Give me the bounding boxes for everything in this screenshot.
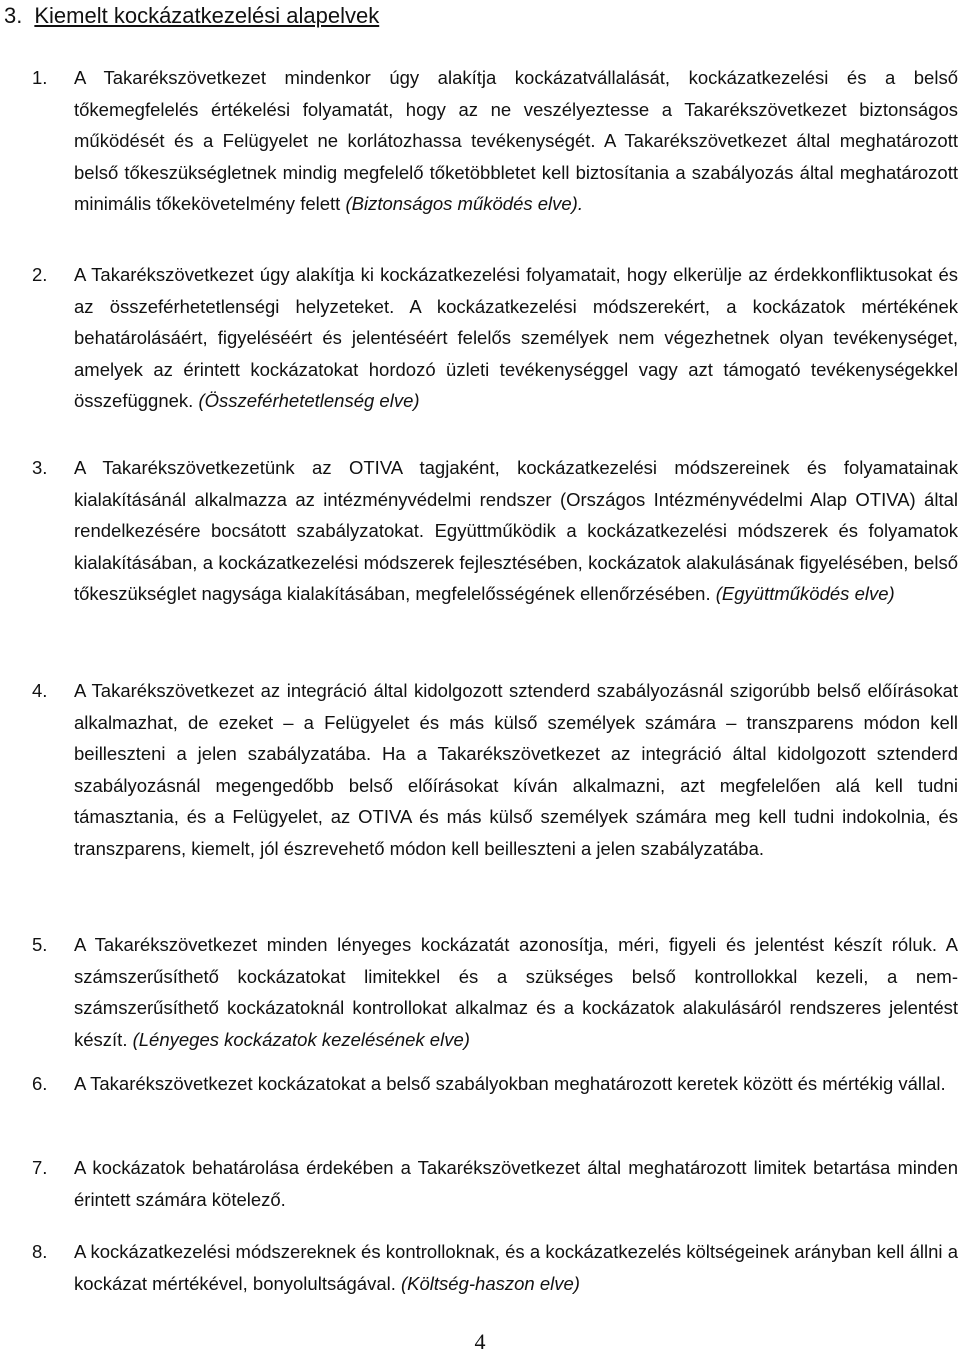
item-number: 8. <box>32 1241 48 1262</box>
item-text: A Takarékszövetkezet kockázatokat a belső szabályokban meghatározott keretek között és mértékig vállal. <box>74 1073 946 1094</box>
item-text: A Takarékszövetkezetünk az OTIVA tagjaként, kockázatkezelési módszereinek és folyamatainak kialakításánál alkalmazza az intézményvédelmi rendszer (Országos Intézményvédelmi Alap OTIVA) által rendelkezésére bocsátott szabályzatokat. Együttműködik a kockázatkezelési módszerek és folyamatok kialakításában, a kockázatkezelési módszerek fejlesztésében, kockázatok alakulásának figyelésében, belső tőkeszükséglet nagysága kialakításában, megfelelősségének ellenőrzésében. (Együttműködés elve) <box>74 457 958 604</box>
item-number: 7. <box>32 1157 48 1178</box>
principle-name: (Biztonságos működés elve). <box>345 193 583 214</box>
principle-name: (Összeférhetetlenség elve) <box>198 390 420 411</box>
item-number: 3. <box>32 457 48 478</box>
principle-name: (Költség-haszon elve) <box>401 1272 580 1294</box>
item-number: 6. <box>32 1073 48 1094</box>
item-text: A Takarékszövetkezet minden lényeges kockázatát azonosítja, méri, figyeli és jelentést készít róluk. A számszerűsíthető kockázatokat limitekkel és a szükséges belső kontrollokkal kezeli, a nem-számszerűsíthető kockázatoknál kontrollokat alkalmaz és a kockázatok alakulásáról rendszeres jelentést készít. (Lényeges kockázatok kezelésének elve) <box>74 934 958 1050</box>
item-number: 2. <box>32 264 48 285</box>
item-text: A Takarékszövetkezet mindenkor úgy alakítja kockázatvállalását, kockázatkezelési és a belső tőkemegfelelés értékelési folyamatát, hogy az ne veszélyeztesse a Takarékszövetkezet biztonságos működését és a Felügyelet ne korlátozhassa tevékenységét. A Takarékszövetkezet által meghatározott belső tőkeszükségletnek mindig megfelelő tőketöbbletet kell biztosítania a szabályozás által meghatározott minimális tőkekövetelmény felett (Biztonságos működés elve). <box>74 67 958 214</box>
page-number: 4 <box>474 1329 486 1354</box>
section-number: 3. <box>4 3 23 28</box>
section-heading <box>4 2 379 30</box>
item-text: A Takarékszövetkezet úgy alakítja ki kockázatkezelési folyamatait, hogy elkerülje az érdekkonfliktusokat és az összeférhetetlenségi helyzeteket. A kockázatkezelési módszerekért, a kockázatok mértékének behatárolásáért, figyeléséért és jelentéséért felelős személyek nem végezhetnek olyan tevékenységet, amelyek az érintett kockázatokat hordozó üzleti tevékenységgel vagy azt támogató tevékenységekkel összefüggnek. (Összeférhetetlenség elve) <box>74 264 958 411</box>
item-text: A kockázatkezelési módszereknek és kontrolloknak, és a kockázatkezelés költségeinek arányban kell állni a kockázat mértékével, bonyolultságával. (Költség-haszon elve) <box>74 1241 958 1294</box>
item-text: A Takarékszövetkezet az integráció által kidolgozott sztenderd szabályozásnál szigorúbb belső előírásokat alkalmazhat, de ezeket – a Felügyelet és más külső személyek számára – transzparens módon kell beilleszteni a jelen szabályzatába. Ha a Takarékszövetkezet az integráció által kidolgozott sztenderd szabályozásnál megengedőbb belső előírásokat kíván alkalmazni, azt megfelelően alá kell tudni támasztania, és a Felügyelet, az OTIVA és más külső személyek számára meg kell tudni indokolnia, és transzparens, kiemelt, jól észrevehető módon kell beilleszteni a jelen szabályzatába. <box>74 680 958 859</box>
item-number: 4. <box>32 680 48 701</box>
principle-name: (Együttműködés elve) <box>715 583 895 604</box>
principle-name: (Lényeges kockázatok kezelésének elve) <box>132 1028 470 1050</box>
item-number: 5. <box>32 934 48 955</box>
section-title: Kiemelt kockázatkezelési alapelvek <box>34 3 380 28</box>
item-text: A kockázatok behatárolása érdekében a Takarékszövetkezet által meghatározott limitek betartása minden érintett számára kötelező. <box>74 1157 958 1210</box>
item-number: 1. <box>32 67 48 88</box>
